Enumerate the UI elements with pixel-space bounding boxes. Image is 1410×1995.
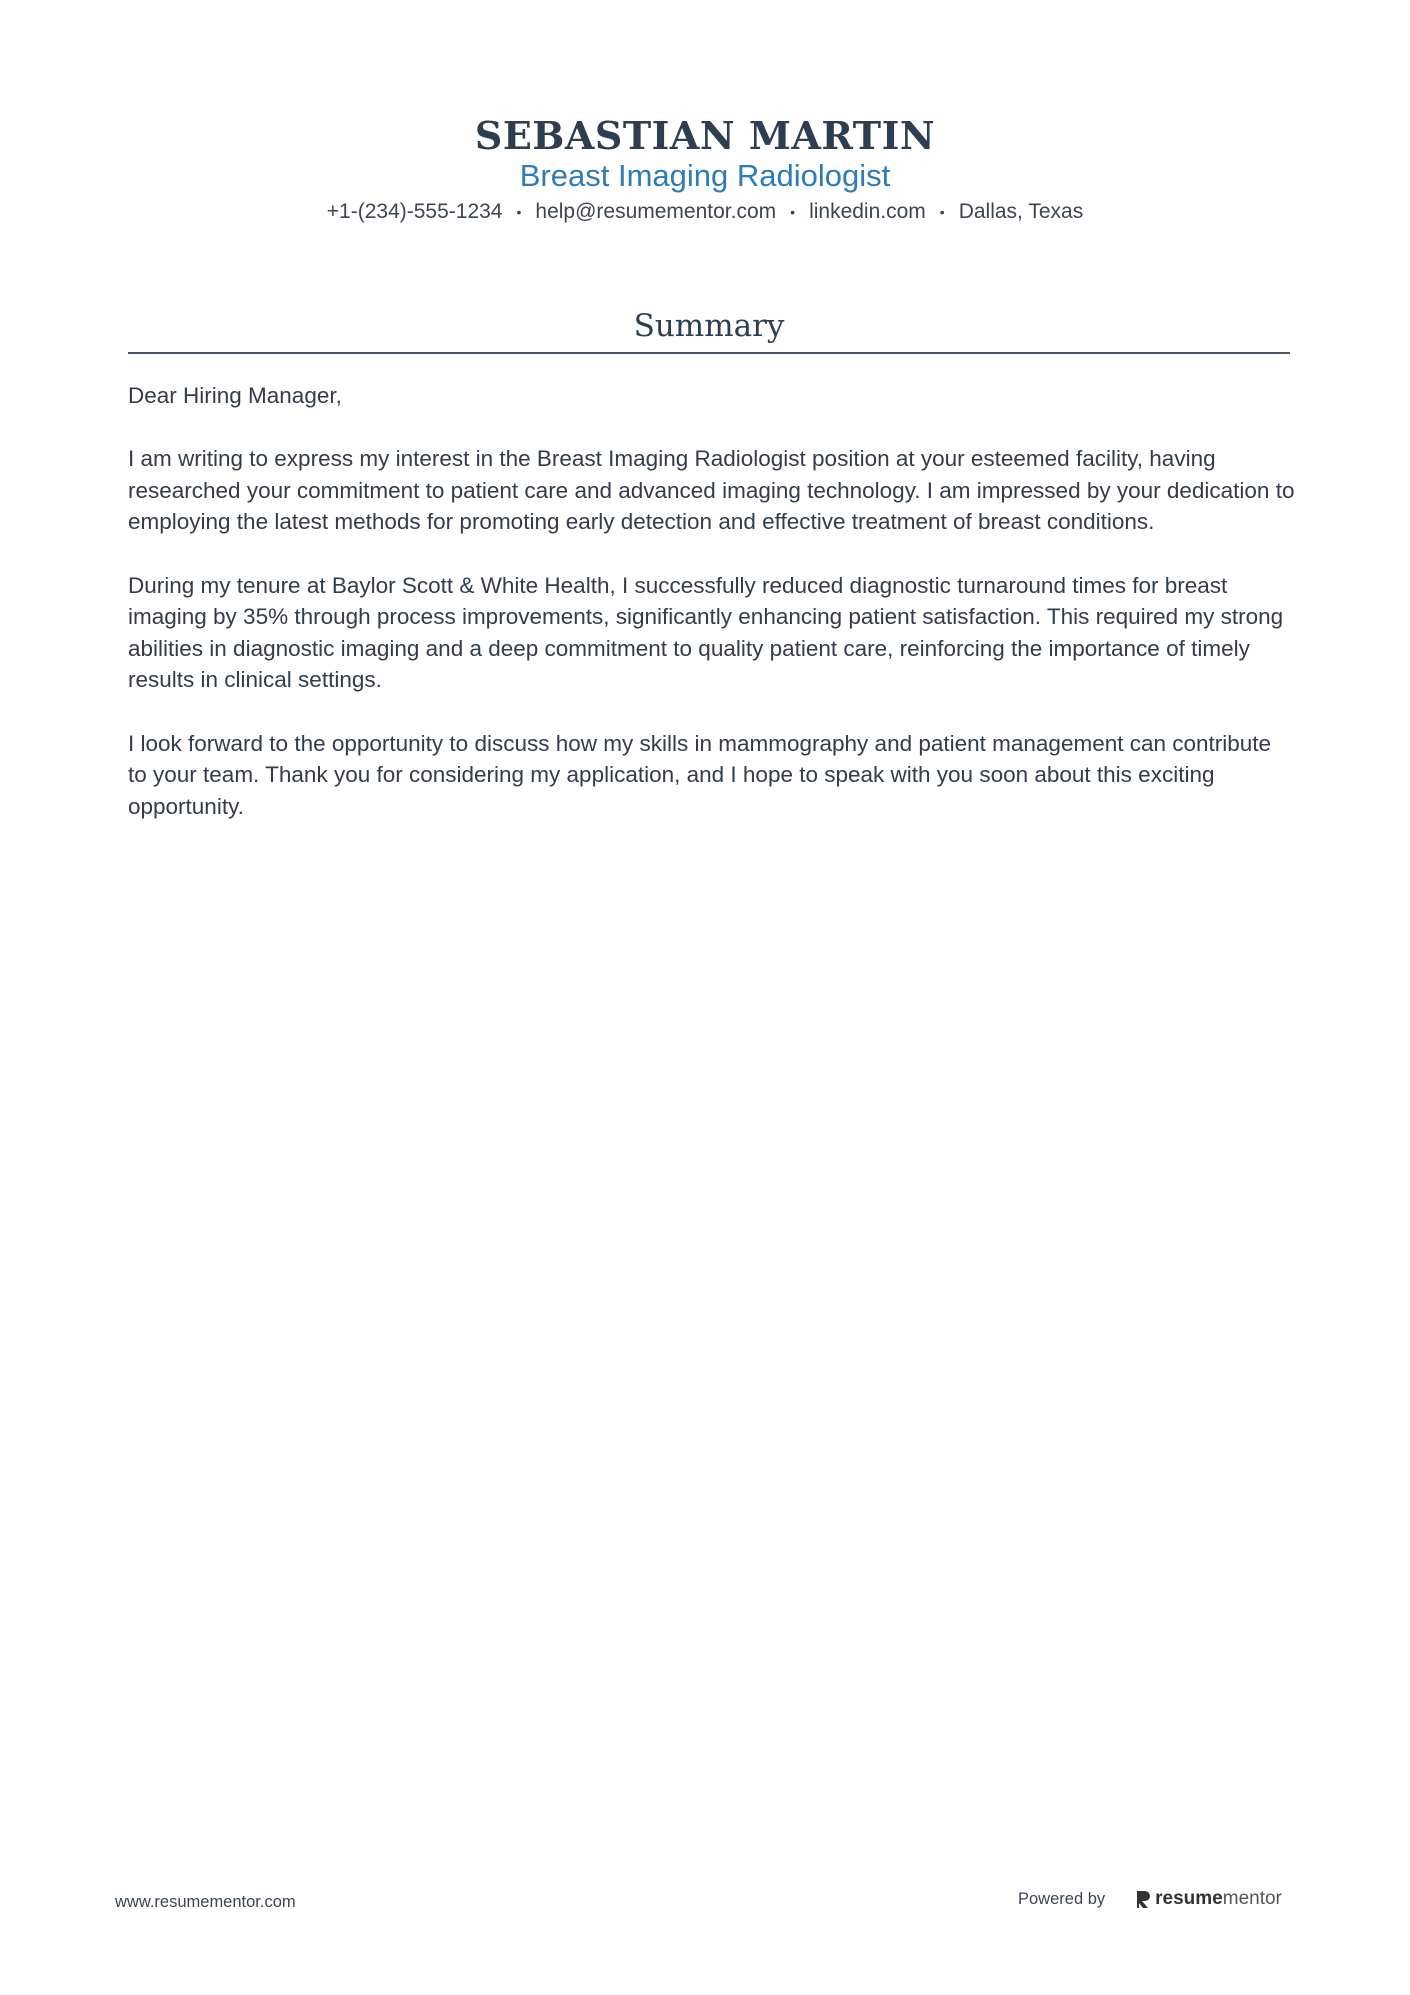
letter-paragraph: During my tenure at Baylor Scott & White Health, I successfully reduced diagnostic turnaround times for breast imaging by 35% through process improvements, significantly enhancing patient satisfaction. This required my strong abilities in diagnostic imaging and a deep commitment to quality patient care, reinforcing the importance of timely results in clinical settings.	[128, 572, 1284, 693]
linkedin: linkedin.com	[809, 200, 926, 223]
letter-body	[128, 380, 1296, 854]
contact-line	[0, 197, 1410, 227]
footer-branding	[1018, 1888, 1282, 1910]
section-divider	[128, 352, 1290, 354]
phone: +1-(234)-555-1234	[326, 200, 503, 223]
separator-bullet: •	[516, 204, 522, 221]
resumementor-logo-icon	[1135, 1889, 1151, 1909]
letter-paragraph: I am writing to express my interest in the Breast Imaging Radiologist position at your esteemed facility, having researched your commitment to patient care and advanced imaging technology. I am impressed by your dedication to employing the latest methods for promoting early detection and effective treatment of breast conditions.	[128, 446, 1295, 535]
separator-bullet: •	[939, 204, 945, 221]
location: Dallas, Texas	[958, 200, 1084, 223]
resumementor-logo	[1135, 1888, 1282, 1910]
footer-website: www.resumementor.com	[115, 1893, 296, 1911]
greeting: Dear Hiring Manager,	[128, 383, 342, 408]
powered-by-label: Powered by	[1018, 1889, 1106, 1908]
logo-text-light: mentor	[1222, 1888, 1282, 1909]
email: help@resumementor.com	[535, 200, 777, 223]
logo-text-bold: resume	[1155, 1888, 1223, 1909]
job-title: Breast Imaging Radiologist	[519, 158, 891, 193]
letter-paragraph: I look forward to the opportunity to discuss how my skills in mammography and patient management can contribute to your team. Thank you for considering my application, and I hope to speak with you soon about this exciting opportunity.	[128, 730, 1272, 819]
candidate-name: SEBASTIAN MARTIN	[474, 113, 936, 158]
separator-bullet: •	[790, 204, 796, 221]
header	[0, 112, 1410, 227]
section-title-summary: Summary	[633, 308, 785, 344]
